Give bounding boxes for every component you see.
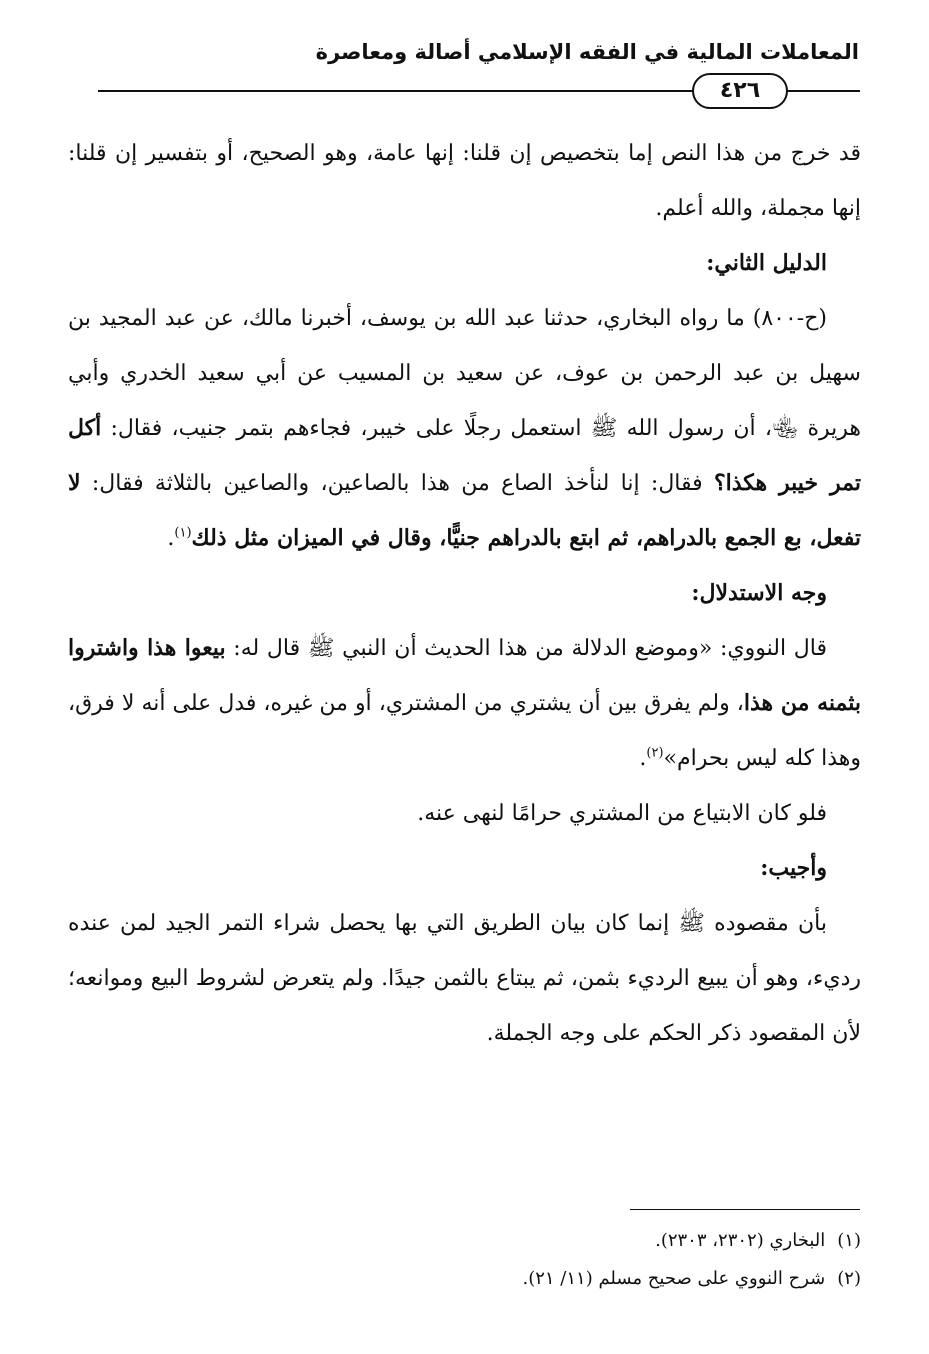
paragraph-conclusion: فلو كان الابتياع من المشتري حرامًا لنهى عنه. bbox=[417, 801, 827, 826]
paragraph-answer: بأن مقصوده ﷺ إنما كان بيان الطريق التي بها يحصل شراء التمر الجيد لمن عنده رديء، وهو أن يبيع الرديء بثمن، ثم يبتاع بالثمن جيدًا. ولم يتعرض لشروط البيع وموانعه؛ لأن المقصود ذكر الحكم على وجه الجملة. bbox=[68, 911, 861, 1046]
footnote-2 bbox=[68, 1260, 861, 1298]
hadith-answer: لا تفعل، بع الجمع بالدراهم، ثم ابتع بالدراهم جنيًّا، وقال في الميزان مثل ذلك bbox=[68, 470, 861, 551]
footnote-number: (٢) bbox=[837, 1268, 861, 1289]
hadith-end: . bbox=[167, 526, 175, 551]
footnote-1 bbox=[68, 1222, 861, 1260]
hadith-question: أكل تمر خيبر هكذا؟ bbox=[68, 415, 862, 496]
nawawi-end: . bbox=[639, 746, 647, 771]
paragraph-hadith bbox=[68, 291, 861, 566]
nawawi-quote-bold: بيعوا هذا واشتروا بثمنه من هذا bbox=[68, 635, 861, 716]
footnote-rule bbox=[630, 1209, 860, 1210]
paragraph-nawawi bbox=[68, 621, 861, 786]
hadith-middle: فقال: إنا لنأخذ الصاع من هذا بالصاعين، والصاعين بالثلاثة فقال: bbox=[80, 471, 714, 496]
heading-inference: وجه الاستدلال: bbox=[691, 580, 827, 606]
heading-answer: وأجيب: bbox=[760, 855, 827, 881]
footnote-text: شرح النووي على صحيح مسلم (١١/ ٢١). bbox=[522, 1268, 826, 1289]
main-text bbox=[68, 126, 861, 1061]
nawawi-intro: قال النووي: «وموضع الدلالة من هذا الحديث أن النبي ﷺ قال له: bbox=[225, 636, 827, 661]
footnote-text: البخاري (٢٣٠٢، ٢٣٠٣). bbox=[655, 1230, 826, 1251]
nawawi-rest: ، ولم يفرق بين أن يشتري من المشتري، أو من غيره، فدل على أنه لا فرق، وهذا كله ليس بحرام» bbox=[68, 691, 861, 771]
footnote-ref-2[interactable]: (٢) bbox=[646, 745, 664, 761]
footnote-ref-1[interactable]: (١) bbox=[174, 525, 192, 541]
hadith-intro: (ح-٨٠٠) ما رواه البخاري، حدثنا عبد الله بن يوسف، أخبرنا مالك، عن عبد المجيد بن سهيل بن عبد الرحمن بن عوف، عن سعيد بن المسيب عن أبي سعيد الخدري وأبي هريرة ﵄، أن رسول الله ﷺ استعمل رجلًا على خيبر، فجاءهم بتمر جنيب، فقال: bbox=[68, 306, 861, 441]
footnote-number: (١) bbox=[837, 1230, 861, 1251]
page-number: ٤٢٦ bbox=[692, 73, 788, 109]
running-header-title: المعاملات المالية في الفقه الإسلامي أصالة ومعاصرة bbox=[315, 40, 859, 64]
footnotes bbox=[68, 1222, 861, 1298]
paragraph-intro: قد خرج من هذا النص إما بتخصيص إن قلنا: إنها عامة، وهو الصحيح، أو بتفسير إن قلنا: إنها مجملة، والله أعلم. bbox=[68, 141, 861, 221]
heading-second-evidence: الدليل الثاني: bbox=[706, 250, 827, 276]
